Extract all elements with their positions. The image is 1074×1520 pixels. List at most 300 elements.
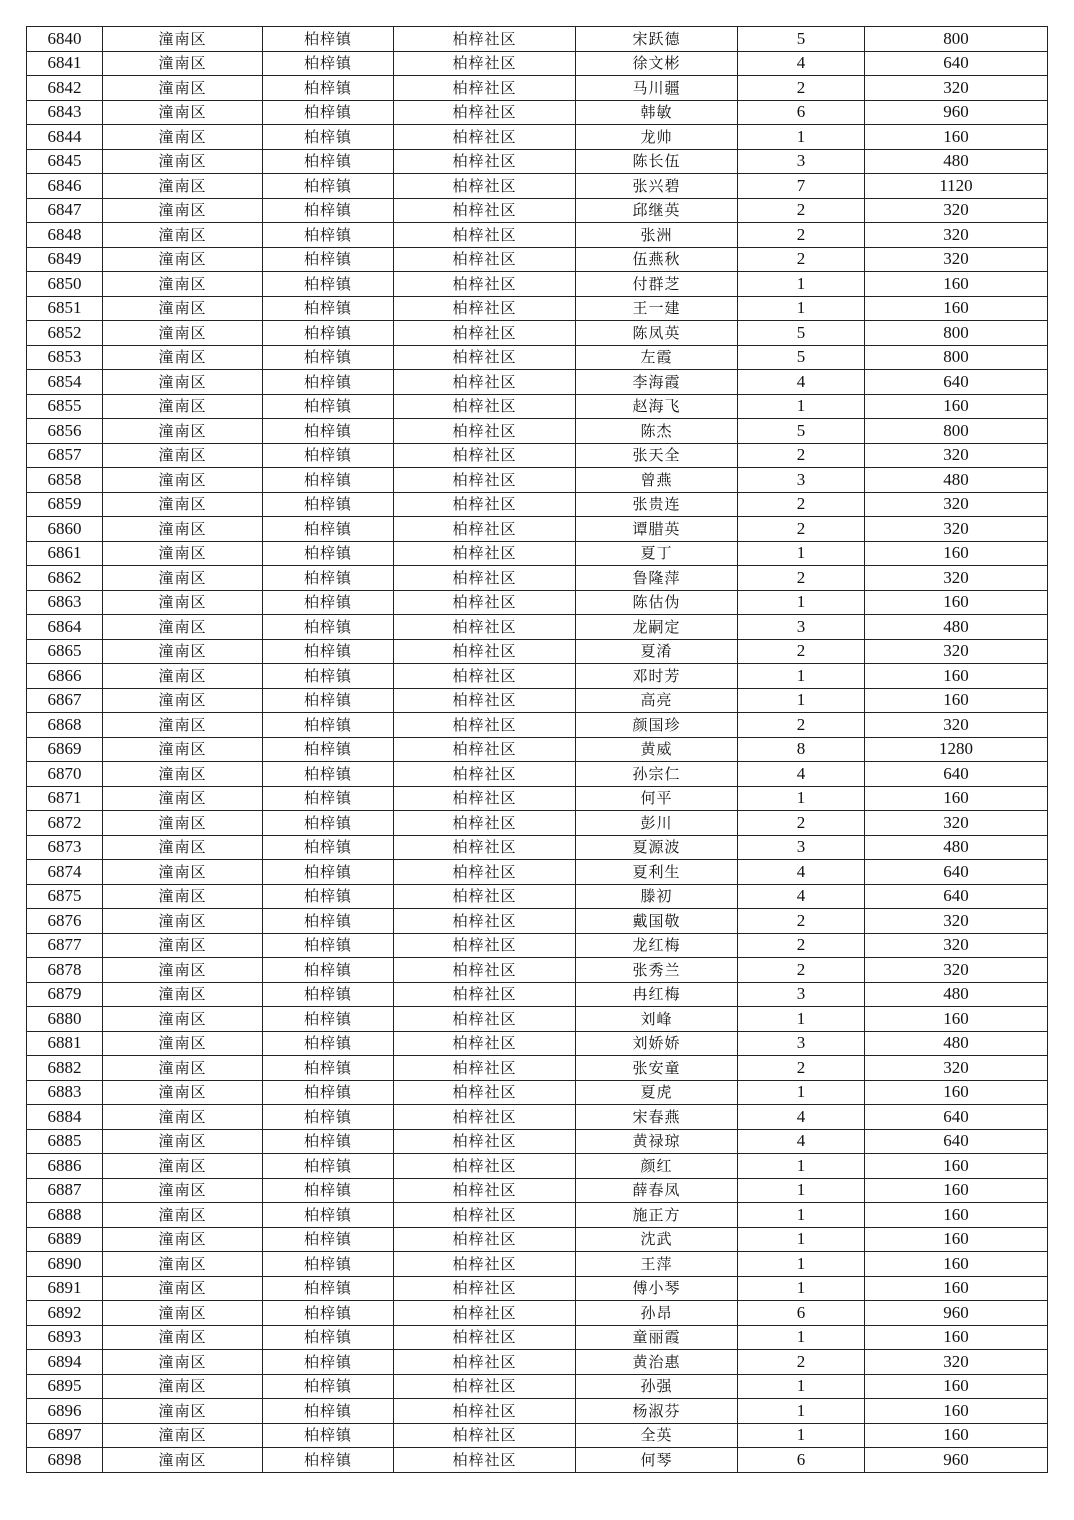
district-cell: 潼南区 — [103, 394, 263, 419]
row-number-cell: 6842 — [27, 76, 103, 101]
table-row — [27, 884, 1048, 909]
row-number-cell: 6877 — [27, 933, 103, 958]
town-cell: 柏梓镇 — [263, 100, 394, 125]
row-number-cell: 6894 — [27, 1350, 103, 1375]
table-row — [27, 1227, 1048, 1252]
town-cell: 柏梓镇 — [263, 835, 394, 860]
amount-cell: 480 — [865, 1031, 1048, 1056]
table-row — [27, 370, 1048, 395]
row-number-cell: 6875 — [27, 884, 103, 909]
town-cell: 柏梓镇 — [263, 1154, 394, 1179]
table-row — [27, 1423, 1048, 1448]
community-cell: 柏梓社区 — [394, 1227, 576, 1252]
community-cell: 柏梓社区 — [394, 76, 576, 101]
district-cell: 潼南区 — [103, 100, 263, 125]
district-cell: 潼南区 — [103, 247, 263, 272]
amount-cell: 160 — [865, 688, 1048, 713]
amount-cell: 320 — [865, 713, 1048, 738]
name-cell: 张贵连 — [576, 492, 738, 517]
row-number-cell: 6849 — [27, 247, 103, 272]
community-cell: 柏梓社区 — [394, 198, 576, 223]
town-cell: 柏梓镇 — [263, 688, 394, 713]
row-number-cell: 6850 — [27, 272, 103, 297]
row-number-cell: 6863 — [27, 590, 103, 615]
name-cell: 黄威 — [576, 737, 738, 762]
community-cell: 柏梓社区 — [394, 958, 576, 983]
district-cell: 潼南区 — [103, 1154, 263, 1179]
amount-cell: 800 — [865, 321, 1048, 346]
district-cell: 潼南区 — [103, 909, 263, 934]
town-cell: 柏梓镇 — [263, 909, 394, 934]
row-number-cell: 6844 — [27, 125, 103, 150]
row-number-cell: 6840 — [27, 27, 103, 52]
name-cell: 张天全 — [576, 443, 738, 468]
table-row — [27, 1252, 1048, 1277]
district-cell: 潼南区 — [103, 1178, 263, 1203]
name-cell: 张秀兰 — [576, 958, 738, 983]
town-cell: 柏梓镇 — [263, 296, 394, 321]
amount-cell: 640 — [865, 884, 1048, 909]
community-cell: 柏梓社区 — [394, 1031, 576, 1056]
table-row — [27, 1276, 1048, 1301]
amount-cell: 160 — [865, 1276, 1048, 1301]
district-cell: 潼南区 — [103, 811, 263, 836]
row-number-cell: 6897 — [27, 1423, 103, 1448]
amount-cell: 160 — [865, 1252, 1048, 1277]
district-cell: 潼南区 — [103, 76, 263, 101]
amount-cell: 480 — [865, 468, 1048, 493]
name-cell: 夏源波 — [576, 835, 738, 860]
table-row — [27, 492, 1048, 517]
household-size-cell: 1 — [738, 1252, 865, 1277]
row-number-cell: 6885 — [27, 1129, 103, 1154]
town-cell: 柏梓镇 — [263, 247, 394, 272]
district-cell: 潼南区 — [103, 51, 263, 76]
district-cell: 潼南区 — [103, 982, 263, 1007]
district-cell: 潼南区 — [103, 1007, 263, 1032]
amount-cell: 160 — [865, 1007, 1048, 1032]
name-cell: 张兴碧 — [576, 174, 738, 199]
household-size-cell: 4 — [738, 370, 865, 395]
name-cell: 童丽霞 — [576, 1325, 738, 1350]
amount-cell: 320 — [865, 1056, 1048, 1081]
town-cell: 柏梓镇 — [263, 786, 394, 811]
district-cell: 潼南区 — [103, 198, 263, 223]
amount-cell: 160 — [865, 125, 1048, 150]
town-cell: 柏梓镇 — [263, 1423, 394, 1448]
town-cell: 柏梓镇 — [263, 51, 394, 76]
table-row — [27, 1399, 1048, 1424]
town-cell: 柏梓镇 — [263, 27, 394, 52]
community-cell: 柏梓社区 — [394, 909, 576, 934]
amount-cell: 960 — [865, 100, 1048, 125]
town-cell: 柏梓镇 — [263, 1350, 394, 1375]
name-cell: 薛春凤 — [576, 1178, 738, 1203]
name-cell: 滕初 — [576, 884, 738, 909]
row-number-cell: 6889 — [27, 1227, 103, 1252]
household-size-cell: 8 — [738, 737, 865, 762]
district-cell: 潼南区 — [103, 321, 263, 346]
community-cell: 柏梓社区 — [394, 590, 576, 615]
district-cell: 潼南区 — [103, 1252, 263, 1277]
row-number-cell: 6892 — [27, 1301, 103, 1326]
name-cell: 夏利生 — [576, 860, 738, 885]
table-row — [27, 51, 1048, 76]
amount-cell: 320 — [865, 639, 1048, 664]
district-cell: 潼南区 — [103, 541, 263, 566]
community-cell: 柏梓社区 — [394, 394, 576, 419]
district-cell: 潼南区 — [103, 149, 263, 174]
community-cell: 柏梓社区 — [394, 541, 576, 566]
household-size-cell: 1 — [738, 590, 865, 615]
community-cell: 柏梓社区 — [394, 1203, 576, 1228]
town-cell: 柏梓镇 — [263, 1325, 394, 1350]
town-cell: 柏梓镇 — [263, 1301, 394, 1326]
district-cell: 潼南区 — [103, 933, 263, 958]
household-size-cell: 1 — [738, 394, 865, 419]
district-cell: 潼南区 — [103, 370, 263, 395]
row-number-cell: 6865 — [27, 639, 103, 664]
town-cell: 柏梓镇 — [263, 1399, 394, 1424]
name-cell: 全英 — [576, 1423, 738, 1448]
household-size-cell: 2 — [738, 517, 865, 542]
row-number-cell: 6895 — [27, 1374, 103, 1399]
table-row — [27, 394, 1048, 419]
district-cell: 潼南区 — [103, 1056, 263, 1081]
district-cell: 潼南区 — [103, 958, 263, 983]
household-size-cell: 3 — [738, 982, 865, 1007]
household-size-cell: 2 — [738, 76, 865, 101]
name-cell: 何琴 — [576, 1448, 738, 1473]
household-size-cell: 1 — [738, 1178, 865, 1203]
district-cell: 潼南区 — [103, 223, 263, 248]
amount-cell: 480 — [865, 835, 1048, 860]
name-cell: 马川疆 — [576, 76, 738, 101]
district-cell: 潼南区 — [103, 1129, 263, 1154]
district-cell: 潼南区 — [103, 1325, 263, 1350]
table-row — [27, 909, 1048, 934]
amount-cell: 160 — [865, 1080, 1048, 1105]
amount-cell: 160 — [865, 590, 1048, 615]
amount-cell: 480 — [865, 615, 1048, 640]
table-row — [27, 1031, 1048, 1056]
table-row — [27, 933, 1048, 958]
table-row — [27, 100, 1048, 125]
name-cell: 戴国敬 — [576, 909, 738, 934]
name-cell: 高亮 — [576, 688, 738, 713]
district-cell: 潼南区 — [103, 27, 263, 52]
district-cell: 潼南区 — [103, 1080, 263, 1105]
name-cell: 陈长伍 — [576, 149, 738, 174]
amount-cell: 800 — [865, 27, 1048, 52]
row-number-cell: 6887 — [27, 1178, 103, 1203]
amount-cell: 320 — [865, 811, 1048, 836]
community-cell: 柏梓社区 — [394, 762, 576, 787]
name-cell: 孙昂 — [576, 1301, 738, 1326]
row-number-cell: 6873 — [27, 835, 103, 860]
table-row — [27, 27, 1048, 52]
name-cell: 左霞 — [576, 345, 738, 370]
row-number-cell: 6861 — [27, 541, 103, 566]
table-row — [27, 1203, 1048, 1228]
row-number-cell: 6845 — [27, 149, 103, 174]
community-cell: 柏梓社区 — [394, 517, 576, 542]
town-cell: 柏梓镇 — [263, 468, 394, 493]
table-row — [27, 517, 1048, 542]
household-size-cell: 2 — [738, 223, 865, 248]
name-cell: 宋跃德 — [576, 27, 738, 52]
household-size-cell: 1 — [738, 272, 865, 297]
town-cell: 柏梓镇 — [263, 1056, 394, 1081]
table-row — [27, 174, 1048, 199]
table-row — [27, 149, 1048, 174]
town-cell: 柏梓镇 — [263, 223, 394, 248]
amount-cell: 320 — [865, 958, 1048, 983]
name-cell: 王萍 — [576, 1252, 738, 1277]
table-row — [27, 786, 1048, 811]
table-row — [27, 1374, 1048, 1399]
name-cell: 冉红梅 — [576, 982, 738, 1007]
household-size-cell: 2 — [738, 639, 865, 664]
table-row — [27, 713, 1048, 738]
town-cell: 柏梓镇 — [263, 345, 394, 370]
community-cell: 柏梓社区 — [394, 1252, 576, 1277]
name-cell: 刘峰 — [576, 1007, 738, 1032]
row-number-cell: 6876 — [27, 909, 103, 934]
table-row — [27, 272, 1048, 297]
district-cell: 潼南区 — [103, 1399, 263, 1424]
district-cell: 潼南区 — [103, 639, 263, 664]
table-row — [27, 1301, 1048, 1326]
household-size-cell: 2 — [738, 443, 865, 468]
community-cell: 柏梓社区 — [394, 296, 576, 321]
table-row — [27, 1350, 1048, 1375]
district-cell: 潼南区 — [103, 590, 263, 615]
household-size-cell: 6 — [738, 1448, 865, 1473]
name-cell: 徐文彬 — [576, 51, 738, 76]
household-size-cell: 2 — [738, 909, 865, 934]
name-cell: 沈武 — [576, 1227, 738, 1252]
town-cell: 柏梓镇 — [263, 615, 394, 640]
town-cell: 柏梓镇 — [263, 1007, 394, 1032]
district-cell: 潼南区 — [103, 1276, 263, 1301]
community-cell: 柏梓社区 — [394, 468, 576, 493]
district-cell: 潼南区 — [103, 517, 263, 542]
amount-cell: 160 — [865, 1325, 1048, 1350]
amount-cell: 800 — [865, 419, 1048, 444]
community-cell: 柏梓社区 — [394, 247, 576, 272]
household-size-cell: 5 — [738, 27, 865, 52]
district-cell: 潼南区 — [103, 443, 263, 468]
community-cell: 柏梓社区 — [394, 125, 576, 150]
community-cell: 柏梓社区 — [394, 664, 576, 689]
row-number-cell: 6893 — [27, 1325, 103, 1350]
row-number-cell: 6859 — [27, 492, 103, 517]
amount-cell: 960 — [865, 1301, 1048, 1326]
amount-cell: 320 — [865, 443, 1048, 468]
table-row — [27, 1448, 1048, 1473]
town-cell: 柏梓镇 — [263, 1178, 394, 1203]
community-cell: 柏梓社区 — [394, 321, 576, 346]
table-row — [27, 1105, 1048, 1130]
district-cell: 潼南区 — [103, 1448, 263, 1473]
table-row — [27, 982, 1048, 1007]
table-row — [27, 1080, 1048, 1105]
town-cell: 柏梓镇 — [263, 958, 394, 983]
row-number-cell: 6860 — [27, 517, 103, 542]
table-row — [27, 566, 1048, 591]
name-cell: 龙红梅 — [576, 933, 738, 958]
community-cell: 柏梓社区 — [394, 492, 576, 517]
town-cell: 柏梓镇 — [263, 762, 394, 787]
district-cell: 潼南区 — [103, 762, 263, 787]
town-cell: 柏梓镇 — [263, 664, 394, 689]
name-cell: 孙强 — [576, 1374, 738, 1399]
district-cell: 潼南区 — [103, 125, 263, 150]
name-cell: 韩敏 — [576, 100, 738, 125]
table-row — [27, 664, 1048, 689]
row-number-cell: 6841 — [27, 51, 103, 76]
table-row — [27, 443, 1048, 468]
name-cell: 曾燕 — [576, 468, 738, 493]
town-cell: 柏梓镇 — [263, 1203, 394, 1228]
name-cell: 陈杰 — [576, 419, 738, 444]
amount-cell: 320 — [865, 198, 1048, 223]
town-cell: 柏梓镇 — [263, 1252, 394, 1277]
name-cell: 张安童 — [576, 1056, 738, 1081]
household-size-cell: 2 — [738, 1056, 865, 1081]
town-cell: 柏梓镇 — [263, 860, 394, 885]
district-cell: 潼南区 — [103, 468, 263, 493]
amount-cell: 160 — [865, 1154, 1048, 1179]
community-cell: 柏梓社区 — [394, 737, 576, 762]
name-cell: 李海霞 — [576, 370, 738, 395]
household-size-cell: 5 — [738, 419, 865, 444]
table-row — [27, 76, 1048, 101]
table-row — [27, 468, 1048, 493]
town-cell: 柏梓镇 — [263, 933, 394, 958]
town-cell: 柏梓镇 — [263, 541, 394, 566]
community-cell: 柏梓社区 — [394, 1374, 576, 1399]
amount-cell: 160 — [865, 296, 1048, 321]
town-cell: 柏梓镇 — [263, 198, 394, 223]
district-cell: 潼南区 — [103, 296, 263, 321]
row-number-cell: 6851 — [27, 296, 103, 321]
household-size-cell: 1 — [738, 1080, 865, 1105]
row-number-cell: 6843 — [27, 100, 103, 125]
town-cell: 柏梓镇 — [263, 443, 394, 468]
name-cell: 夏丁 — [576, 541, 738, 566]
table-row — [27, 1325, 1048, 1350]
community-cell: 柏梓社区 — [394, 223, 576, 248]
community-cell: 柏梓社区 — [394, 982, 576, 1007]
amount-cell: 480 — [865, 982, 1048, 1007]
community-cell: 柏梓社区 — [394, 1129, 576, 1154]
household-size-cell: 3 — [738, 149, 865, 174]
household-size-cell: 1 — [738, 125, 865, 150]
table-row — [27, 688, 1048, 713]
name-cell: 付群芝 — [576, 272, 738, 297]
household-size-cell: 1 — [738, 296, 865, 321]
amount-cell: 160 — [865, 786, 1048, 811]
town-cell: 柏梓镇 — [263, 272, 394, 297]
row-number-cell: 6883 — [27, 1080, 103, 1105]
name-cell: 孙宗仁 — [576, 762, 738, 787]
row-number-cell: 6890 — [27, 1252, 103, 1277]
row-number-cell: 6852 — [27, 321, 103, 346]
community-cell: 柏梓社区 — [394, 639, 576, 664]
name-cell: 龙帅 — [576, 125, 738, 150]
community-cell: 柏梓社区 — [394, 370, 576, 395]
town-cell: 柏梓镇 — [263, 492, 394, 517]
name-cell: 黄治惠 — [576, 1350, 738, 1375]
table-row — [27, 835, 1048, 860]
amount-cell: 160 — [865, 394, 1048, 419]
district-cell: 潼南区 — [103, 174, 263, 199]
amount-cell: 320 — [865, 492, 1048, 517]
town-cell: 柏梓镇 — [263, 419, 394, 444]
amount-cell: 160 — [865, 1374, 1048, 1399]
community-cell: 柏梓社区 — [394, 1178, 576, 1203]
community-cell: 柏梓社区 — [394, 835, 576, 860]
community-cell: 柏梓社区 — [394, 566, 576, 591]
name-cell: 王一建 — [576, 296, 738, 321]
household-size-cell: 4 — [738, 762, 865, 787]
community-cell: 柏梓社区 — [394, 27, 576, 52]
household-size-cell: 2 — [738, 566, 865, 591]
community-cell: 柏梓社区 — [394, 860, 576, 885]
town-cell: 柏梓镇 — [263, 125, 394, 150]
amount-cell: 160 — [865, 1423, 1048, 1448]
table-body — [27, 27, 1048, 1473]
amount-cell: 160 — [865, 1399, 1048, 1424]
town-cell: 柏梓镇 — [263, 1276, 394, 1301]
name-cell: 谭腊英 — [576, 517, 738, 542]
household-size-cell: 1 — [738, 1227, 865, 1252]
household-size-cell: 1 — [738, 1007, 865, 1032]
amount-cell: 960 — [865, 1448, 1048, 1473]
amount-cell: 160 — [865, 664, 1048, 689]
name-cell: 陈凤英 — [576, 321, 738, 346]
community-cell: 柏梓社区 — [394, 1448, 576, 1473]
district-cell: 潼南区 — [103, 860, 263, 885]
community-cell: 柏梓社区 — [394, 615, 576, 640]
district-cell: 潼南区 — [103, 884, 263, 909]
table-row — [27, 198, 1048, 223]
row-number-cell: 6870 — [27, 762, 103, 787]
amount-cell: 320 — [865, 933, 1048, 958]
table-row — [27, 639, 1048, 664]
town-cell: 柏梓镇 — [263, 1448, 394, 1473]
name-cell: 颜红 — [576, 1154, 738, 1179]
table-row — [27, 1154, 1048, 1179]
table-row — [27, 737, 1048, 762]
community-cell: 柏梓社区 — [394, 713, 576, 738]
community-cell: 柏梓社区 — [394, 51, 576, 76]
table-row — [27, 541, 1048, 566]
row-number-cell: 6871 — [27, 786, 103, 811]
household-size-cell: 1 — [738, 664, 865, 689]
amount-cell: 320 — [865, 517, 1048, 542]
household-size-cell: 4 — [738, 1105, 865, 1130]
household-size-cell: 2 — [738, 492, 865, 517]
household-size-cell: 4 — [738, 884, 865, 909]
community-cell: 柏梓社区 — [394, 786, 576, 811]
table-row — [27, 321, 1048, 346]
amount-cell: 320 — [865, 566, 1048, 591]
name-cell: 伍燕秋 — [576, 247, 738, 272]
row-number-cell: 6856 — [27, 419, 103, 444]
